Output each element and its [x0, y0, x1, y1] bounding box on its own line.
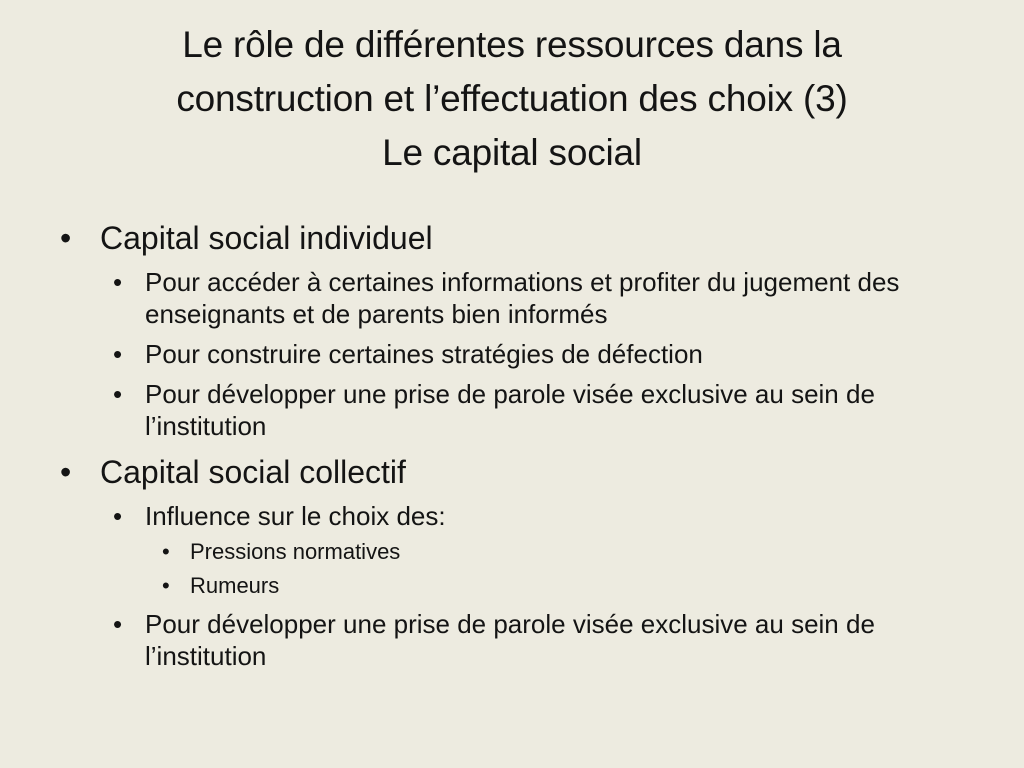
sub-bullet-text: Pour développer une prise de parole visée exclusive au sein de l’institution — [145, 609, 875, 671]
bullet-dot-icon: • — [113, 267, 123, 297]
bullet-dot-icon: • — [113, 609, 123, 639]
sub-bullet-text: Pour développer une prise de parole visée exclusive au sein de l’institution — [145, 379, 875, 441]
bullet-dot-icon: • — [60, 454, 72, 490]
title-line-2: construction et l’effectuation des choix (3) — [176, 78, 848, 119]
sub-bullet-item — [113, 266, 960, 330]
bullet-dot-icon: • — [162, 573, 170, 598]
sub-bullet-item — [113, 500, 960, 532]
bullet-item-capital-social-individuel — [60, 218, 960, 258]
sub-bullet-item — [113, 378, 960, 442]
bullet-dot-icon: • — [113, 339, 123, 369]
bullet-dot-icon: • — [113, 501, 123, 531]
slide-title — [60, 18, 964, 180]
bullet-list — [60, 214, 960, 672]
sub-sub-bullet-item — [162, 572, 960, 600]
title-line-3: Le capital social — [382, 132, 642, 173]
bullet-text: Capital social individuel — [100, 220, 433, 256]
sub-sub-bullet-item — [162, 538, 960, 566]
bullet-text: Capital social collectif — [100, 454, 406, 490]
sub-bullet-text: Pour accéder à certaines informations et profiter du jugement des enseignants et de parents bien informés — [145, 267, 900, 329]
bullet-dot-icon: • — [162, 539, 170, 564]
title-line-1: Le rôle de différentes ressources dans la — [182, 24, 842, 65]
sub-bullet-text: Pour construire certaines stratégies de défection — [145, 339, 703, 369]
sub-sub-bullet-text: Pressions normatives — [190, 539, 401, 564]
sub-bullet-text: Influence sur le choix des: — [145, 501, 446, 531]
sub-bullet-item — [113, 338, 960, 370]
bullet-item-capital-social-collectif — [60, 452, 960, 492]
bullet-dot-icon: • — [60, 220, 72, 256]
sub-bullet-item — [113, 608, 960, 672]
bullet-dot-icon: • — [113, 379, 123, 409]
sub-sub-bullet-text: Rumeurs — [190, 573, 280, 598]
